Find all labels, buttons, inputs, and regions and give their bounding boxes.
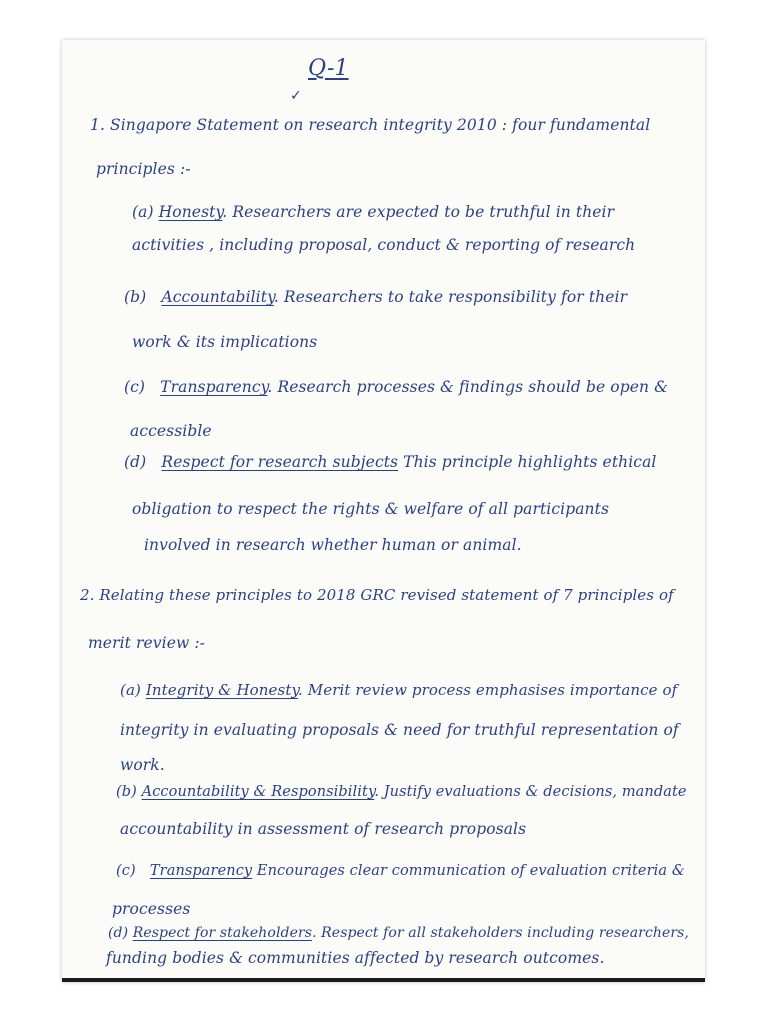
q2-item-a-cont-2: work. xyxy=(120,756,165,774)
q1-item-c-text: . Research processes & findings should be open & xyxy=(267,378,669,396)
q2-line-2: merit review :- xyxy=(88,634,206,652)
q1-item-d xyxy=(124,455,656,471)
q1-item-a-label: (a) xyxy=(132,203,154,221)
q2-item-b xyxy=(116,785,687,800)
q2-item-a-text: . Merit review process emphasises importance of xyxy=(298,681,678,699)
q1-item-b-cont: work & its implications xyxy=(132,333,318,351)
q2-item-a-cont-1: integrity in evaluating proposals & need for truthful representation of xyxy=(120,721,679,739)
q2-item-d-label: (d) xyxy=(108,925,129,941)
q1-item-a-heading: Honesty xyxy=(158,203,223,221)
q1-line-2: principles :- xyxy=(96,160,191,178)
q2-item-c-text: Encourages clear communication of evaluation criteria & xyxy=(252,863,685,879)
q1-item-c-cont: accessible xyxy=(130,422,212,440)
q1-item-d-heading: Respect for research subjects xyxy=(161,453,399,471)
q2-item-c xyxy=(116,864,685,879)
q2-item-d-cont: funding bodies & communities affected by research outcomes. xyxy=(106,949,605,967)
q2-item-a xyxy=(120,683,677,698)
q2-item-b-cont: accountability in assessment of research proposals xyxy=(120,820,527,838)
q1-item-d-label: (d) xyxy=(124,453,147,471)
q1-item-d-cont-1: obligation to respect the rights & welfare of all participants xyxy=(132,500,610,518)
q1-line-1: 1. Singapore Statement on research integrity 2010 : four fundamental xyxy=(90,116,651,134)
q2-item-b-text: . Justify evaluations & decisions, mandate xyxy=(374,784,687,800)
q2-item-d xyxy=(108,926,689,940)
q1-item-b-heading: Accountability xyxy=(161,288,274,306)
q2-item-a-heading: Integrity & Honesty xyxy=(145,681,299,699)
q1-item-b-label: (b) xyxy=(124,288,147,306)
q2-item-c-label: (c) xyxy=(116,863,136,879)
q2-item-b-heading: Accountability & Responsibility xyxy=(141,784,375,800)
q1-item-b-text: . Researchers to take responsibility for their xyxy=(273,288,628,306)
page-title: Q-1 xyxy=(308,56,349,81)
q1-item-a-cont: activities , including proposal, conduct & reporting of research xyxy=(132,236,636,254)
q2-item-b-label: (b) xyxy=(116,784,137,800)
q2-item-c-cont: processes xyxy=(112,900,191,918)
q1-item-b xyxy=(124,290,627,306)
q2-line-1: 2. Relating these principles to 2018 GRC revised statement of 7 principles of xyxy=(80,586,674,604)
q1-item-c-label: (c) xyxy=(124,378,146,396)
q1-item-a-text: . Researchers are expected to be truthful in their xyxy=(222,203,615,221)
q1-item-d-text: This principle highlights ethical xyxy=(398,453,657,471)
q1-item-a xyxy=(132,205,614,221)
checkmark-icon: ✓ xyxy=(290,88,302,104)
handwritten-page xyxy=(62,40,705,982)
q2-item-a-label: (a) xyxy=(120,681,141,699)
q2-item-d-text: . Respect for all stakeholders including researchers, xyxy=(312,925,690,941)
q2-item-c-heading: Transparency xyxy=(149,863,253,879)
q1-item-c-heading: Transparency xyxy=(160,378,268,396)
q1-item-d-cont-2: involved in research whether human or animal. xyxy=(144,536,522,554)
q2-item-d-heading: Respect for stakeholders xyxy=(132,925,313,941)
q1-item-c xyxy=(124,380,668,396)
